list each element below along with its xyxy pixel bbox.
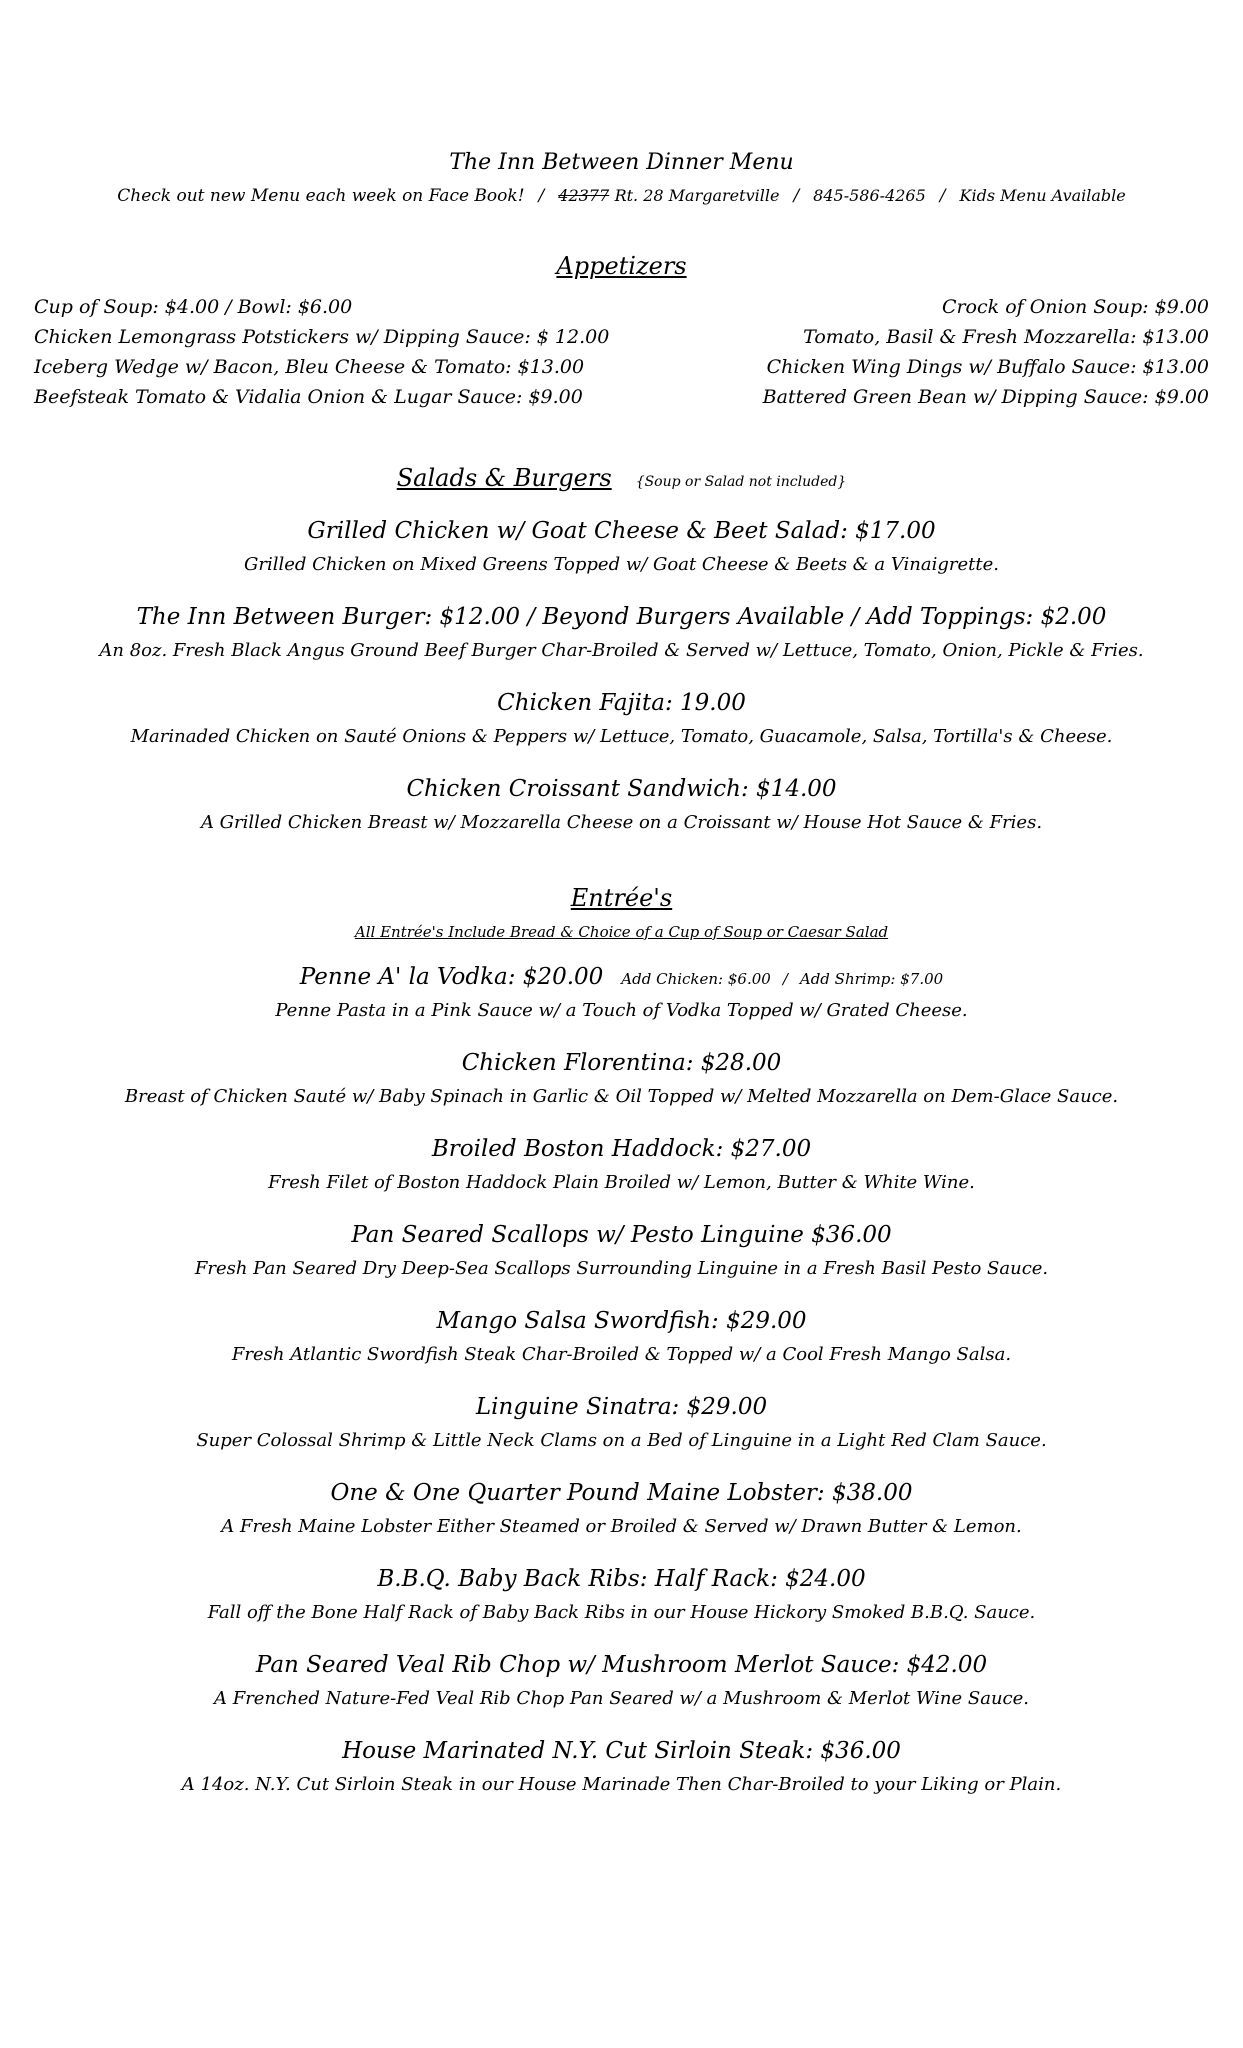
menu-item-name: Pan Seared Scallops w/ Pesto Linguine $36.00 xyxy=(351,1222,892,1248)
appetizers-section xyxy=(0,252,1243,280)
menu-item-name: Grilled Chicken w/ Goat Cheese & Beet Salad: $17.00 xyxy=(307,518,936,544)
menu-item-description: Fresh Filet of Boston Haddock Plain Broiled w/ Lemon, Butter & White Wine. xyxy=(268,1172,975,1193)
appetizers-heading: Appetizers xyxy=(556,252,687,280)
phone-number: 845-586-4265 xyxy=(813,186,926,205)
menu-item-description: A Grilled Chicken Breast w/ Mozzarella Cheese on a Croissant w/ House Hot Sauce & Fries. xyxy=(200,812,1043,833)
entrees-section xyxy=(0,884,1243,912)
menu-item-description: A Frenched Nature-Fed Veal Rib Chop Pan Seared w/ a Mushroom & Merlot Wine Sauce. xyxy=(213,1688,1030,1709)
menu-item-name: Chicken Croissant Sandwich: $14.00 xyxy=(406,776,837,802)
menu-item-name: Pan Seared Veal Rib Chop w/ Mushroom Merlot Sauce: $42.00 xyxy=(255,1652,988,1678)
appetizer-item: Battered Green Bean w/ Dipping Sauce: $9.00 xyxy=(762,386,1209,408)
appetizer-item: Iceberg Wedge w/ Bacon, Bleu Cheese & Tomato: $13.00 xyxy=(34,356,585,378)
info-separator: / xyxy=(939,186,946,206)
addon-chicken: Add Chicken: $6.00 xyxy=(621,970,771,988)
menu-item-description: Fresh Pan Seared Dry Deep-Sea Scallops Surrounding Linguine in a Fresh Basil Pesto Sauce. xyxy=(194,1258,1049,1279)
menu-item-name: Linguine Sinatra: $29.00 xyxy=(475,1394,768,1420)
menu-item-description: A Fresh Maine Lobster Either Steamed or Broiled & Served w/ Drawn Butter & Lemon. xyxy=(221,1516,1022,1537)
menu-item-name: B.B.Q. Baby Back Ribs: Half Rack: $24.00 xyxy=(377,1566,866,1592)
info-separator: / xyxy=(793,186,800,206)
menu-item-name: Chicken Florentina: $28.00 xyxy=(461,1050,782,1076)
menu-item-name: Broiled Boston Haddock: $27.00 xyxy=(431,1136,812,1162)
appetizer-item: Chicken Wing Dings w/ Buffalo Sauce: $13.00 xyxy=(766,356,1209,378)
menu-item-description: Penne Pasta in a Pink Sauce w/ a Touch of Vodka Topped w/ Grated Cheese. xyxy=(275,1000,968,1021)
appetizers-right-column xyxy=(763,292,1209,412)
appetizers-left-column xyxy=(34,292,609,412)
salads-burgers-note: {Soup or Salad not included} xyxy=(635,474,847,490)
menu-info-line xyxy=(0,186,1243,206)
menu-item-description: Marinaded Chicken on Sauté Onions & Peppers w/ Lettuce, Tomato, Guacamole, Salsa, Tortilla's & Cheese. xyxy=(130,726,1113,747)
menu-item-description: An 8oz. Fresh Black Angus Ground Beef Burger Char-Broiled & Served w/ Lettuce, Tomato, Onion, Pickle & Fries. xyxy=(99,640,1144,661)
salads-burgers-section xyxy=(0,464,1243,492)
appetizer-item: Tomato, Basil & Fresh Mozzarella: $13.00 xyxy=(803,326,1209,348)
appetizer-item: Chicken Lemongrass Potstickers w/ Dipping Sauce: $ 12.00 xyxy=(34,326,610,348)
menu-item-description: A 14oz. N.Y. Cut Sirloin Steak in our House Marinade Then Char-Broiled to your Liking or Plain. xyxy=(181,1774,1062,1795)
menu-item-name: Chicken Fajita: 19.00 xyxy=(497,690,746,716)
facebook-tagline: Check out new Menu each week on Face Book! xyxy=(117,186,525,206)
menu-title: The Inn Between Dinner Menu xyxy=(449,150,794,175)
appetizer-item: Crock of Onion Soup: $9.00 xyxy=(941,296,1209,318)
menu-item-row xyxy=(0,964,1243,990)
street-address: Rt. 28 Margaretville xyxy=(614,186,780,205)
menu-item-description: Fresh Atlantic Swordfish Steak Char-Broiled & Topped w/ a Cool Fresh Mango Salsa. xyxy=(231,1344,1012,1365)
info-separator: / xyxy=(538,186,545,206)
menu-item-description: Grilled Chicken on Mixed Greens Topped w/ Goat Cheese & Beets & a Vinaigrette. xyxy=(243,554,1000,575)
salads-burgers-heading: Salads & Burgers xyxy=(396,464,612,492)
entrees-note: All Entrée's Include Bread & Choice of a Cup of Soup or Caesar Salad xyxy=(354,923,889,941)
menu-item-name: One & One Quarter Pound Maine Lobster: $38.00 xyxy=(330,1480,913,1506)
menu-item-name: Penne A' la Vodka: $20.00 xyxy=(299,964,604,990)
appetizer-item: Beefsteak Tomato & Vidalia Onion & Lugar Sauce: $9.00 xyxy=(34,386,583,408)
menu-item-description: Breast of Chicken Sauté w/ Baby Spinach in Garlic & Oil Topped w/ Melted Mozzarella on Dem-Glace Sauce. xyxy=(124,1086,1119,1107)
entrees-note-row xyxy=(0,922,1243,941)
addon-shrimp: Add Shrimp: $7.00 xyxy=(799,970,944,988)
penne-addons xyxy=(621,970,943,988)
menu-item-description: Super Colossal Shrimp & Little Neck Clams on a Bed of Linguine in a Light Red Clam Sauce. xyxy=(196,1430,1047,1451)
street-number: 42377 xyxy=(558,186,610,205)
menu-item-name: The Inn Between Burger: $12.00 / Beyond Burgers Available / Add Toppings: $2.00 xyxy=(136,604,1107,630)
menu-item-name: Mango Salsa Swordfish: $29.00 xyxy=(436,1308,807,1334)
menu-item-description: Fall off the Bone Half Rack of Baby Back Ribs in our House Hickory Smoked B.B.Q. Sauce. xyxy=(207,1602,1036,1623)
appetizer-item: Cup of Soup: $4.00 / Bowl: $6.00 xyxy=(34,296,353,318)
kids-menu-note: Kids Menu Available xyxy=(959,186,1126,205)
entrees-heading: Entrée's xyxy=(570,884,673,912)
menu-item-name: House Marinated N.Y. Cut Sirloin Steak: $36.00 xyxy=(342,1738,901,1764)
addon-separator: / xyxy=(782,970,788,988)
